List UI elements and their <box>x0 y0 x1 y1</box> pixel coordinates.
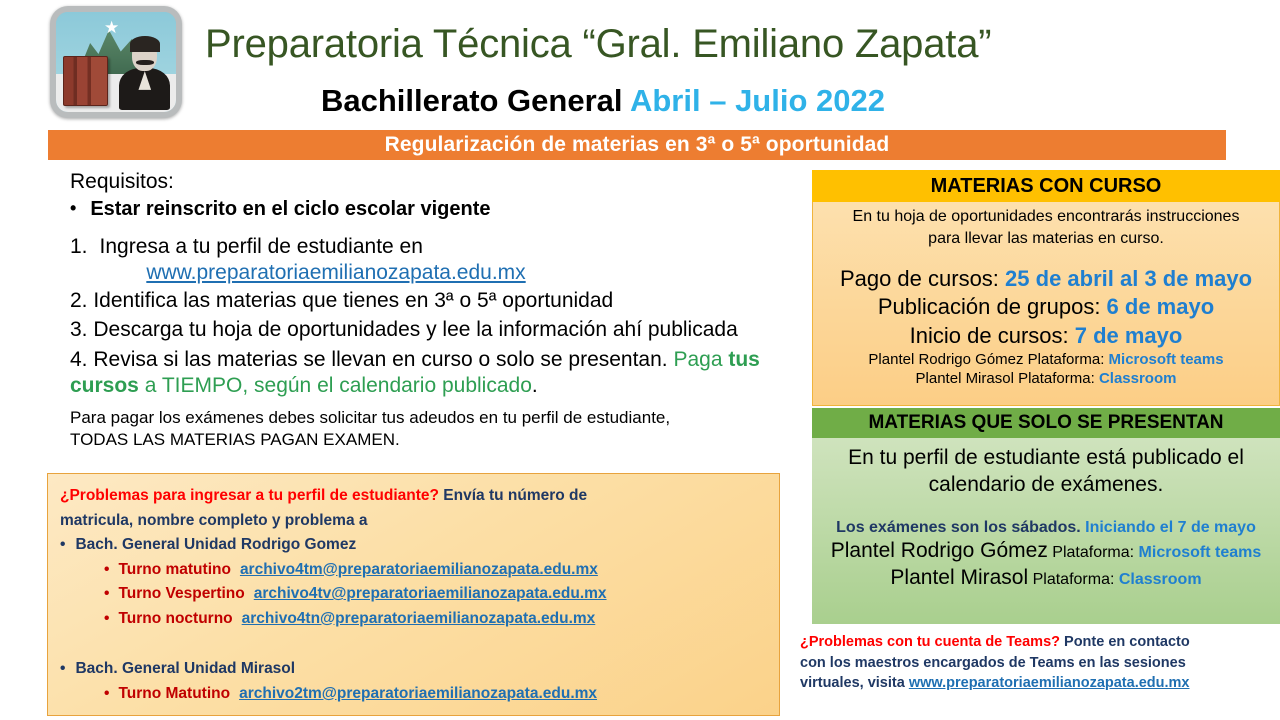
bullet-icon: • <box>104 609 110 627</box>
exams-panel-header: MATERIAS QUE SOLO SE PRESENTAN <box>812 408 1280 438</box>
teams-help-note <box>800 632 1270 694</box>
platform-label: Plantel Mirasol Plataforma: <box>915 370 1099 388</box>
bullet-icon: • <box>60 660 66 678</box>
platform-value: Classroom <box>1118 570 1202 588</box>
bullet-icon: • <box>104 585 110 603</box>
courses-panel <box>812 170 1280 406</box>
school-website-link[interactable]: www.preparatoriaemilianozapata.edu.mx <box>908 675 1190 692</box>
zapata-portrait-icon <box>118 38 171 110</box>
step-4-text: 4. Revisa si las materias se llevan en curso o solo se presentan. <box>70 347 674 371</box>
bullet-icon: • <box>104 560 110 578</box>
books-icon <box>63 56 108 106</box>
subtitle-program: Bachillerato General <box>321 83 623 118</box>
student-portal-link[interactable]: www.preparatoriaemilianozapata.edu.mx <box>146 261 526 284</box>
campus-name: Plantel Rodrigo Gómez <box>830 538 1048 562</box>
shift-contact-row <box>104 582 767 606</box>
step-2: 2. Identifica las materias que tienes en 3ª o 5ª oportunidad <box>70 289 614 312</box>
platform-row <box>820 537 1272 564</box>
subtitle-period: Abril – Julio 2022 <box>629 83 885 118</box>
courses-dates <box>819 265 1273 388</box>
shift-email-link[interactable]: archivo4tn@preparatoriaemilianozapata.edu.mx <box>241 609 596 627</box>
date-row <box>819 293 1273 321</box>
date-value: 7 de mayo <box>1074 322 1183 348</box>
step-3: 3. Descarga tu hoja de oportunidades y lee la información ahí publicada <box>70 318 738 342</box>
portal-help-question-red: ¿Problemas para ingresar a tu perfil de estudiante? <box>60 487 439 504</box>
date-label: Publicación de grupos: <box>877 294 1107 320</box>
portal-help-box <box>47 473 780 716</box>
teams-help-line-2: con los maestros encargados de Teams en las sesiones <box>800 654 1186 671</box>
step-1-text: Ingresa a tu perfil de estudiante en <box>99 235 423 258</box>
exam-payment-note <box>70 407 792 451</box>
shift-label: Turno nocturno <box>118 609 233 627</box>
portrait-moustache <box>136 60 154 66</box>
courses-intro-line-1: En tu hoja de oportunidades encontrarás instrucciones <box>852 208 1240 225</box>
shift-contact-row <box>104 607 767 631</box>
step-1 <box>70 235 792 259</box>
step-4-highlight-2: a TIEMPO, según el calendario publicado <box>138 373 532 397</box>
platform-row <box>819 350 1273 370</box>
shift-email-link[interactable]: archivo2tm@preparatoriaemilianozapata.edu.mx <box>239 684 598 702</box>
teams-help-line-3 <box>800 673 1270 694</box>
platform-row <box>819 369 1273 389</box>
platform-label: Plataforma: <box>1047 543 1139 561</box>
teams-help-line-1 <box>800 632 1270 653</box>
exams-schedule-note <box>820 519 1272 537</box>
date-label: Inicio de cursos: <box>909 322 1075 348</box>
campus-group-mirasol <box>60 657 767 681</box>
section-banner: Regularización de materias en 3ª o 5ª oportunidad <box>48 130 1226 160</box>
step-4-highlight-bold: tus cursos <box>70 347 760 397</box>
date-row <box>819 322 1273 350</box>
exam-payment-note-line-1: Para pagar los exámenes debes solicitar tus adeudos en tu perfil de estudiante, <box>70 408 671 427</box>
step-4-period: . <box>531 373 538 397</box>
date-row <box>819 265 1273 293</box>
platform-value: Microsoft teams <box>1138 543 1262 561</box>
teams-help-rest: Ponte en contacto <box>1060 634 1190 650</box>
portal-help-line-2: matricula, nombre completo y problema a <box>60 511 368 529</box>
shift-label: Turno Matutino <box>118 684 231 702</box>
page-title: Preparatoria Técnica “Gral. Emiliano Zapata” <box>205 22 992 66</box>
step-1-number: 1. <box>70 235 88 258</box>
bullet-icon: • <box>104 684 110 702</box>
date-label: Pago de cursos: <box>839 266 1006 292</box>
campus-name: Plantel Mirasol <box>890 565 1029 589</box>
teams-help-visit-label: virtuales, visita <box>800 675 909 692</box>
courses-panel-header: MATERIAS CON CURSO <box>812 170 1280 202</box>
date-value: 6 de mayo <box>1106 294 1215 320</box>
shift-label: Turno Vespertino <box>118 585 245 603</box>
exams-panel <box>812 438 1280 624</box>
spacer <box>60 630 767 656</box>
courses-panel-body <box>813 202 1279 389</box>
page-subtitle <box>321 83 885 119</box>
requirements-column <box>70 170 792 451</box>
shift-contact-row <box>104 682 767 706</box>
school-crest-logo <box>50 6 182 118</box>
portal-help-question <box>60 484 767 508</box>
portal-help-question-rest: Envía tu número de <box>439 487 588 504</box>
portrait-hair <box>130 36 160 52</box>
platform-value: Classroom <box>1098 370 1177 388</box>
step-4 <box>70 347 792 400</box>
exams-intro-line-2: calendario de exámenes. <box>928 473 1164 497</box>
star-icon: ★ <box>104 18 120 37</box>
bullet-icon: • <box>70 198 77 218</box>
exams-schedule-text: Los exámenes son los sábados. <box>836 518 1081 536</box>
requirement-item <box>70 198 792 221</box>
shift-email-link[interactable]: archivo4tm@preparatoriaemilianozapata.edu.mx <box>239 560 598 578</box>
shift-contact-row <box>104 558 767 582</box>
platform-label: Plantel Rodrigo Gómez Plataforma: <box>868 350 1109 368</box>
shift-email-link[interactable]: archivo4tv@preparatoriaemilianozapata.edu.mx <box>253 585 607 603</box>
bullet-icon: • <box>60 536 66 554</box>
step-4-highlight-1: Paga <box>673 347 723 371</box>
exams-intro-line-1: En tu perfil de estudiante está publicado el <box>848 446 1244 469</box>
requirements-label: Requisitos: <box>70 170 174 193</box>
courses-intro-line-2: para llevar las materias en curso. <box>928 229 1164 247</box>
requirement-text: Estar reinscrito en el ciclo escolar vigente <box>90 198 491 220</box>
campus-name: Bach. General Unidad Mirasol <box>75 660 296 678</box>
crest-artwork <box>56 12 176 112</box>
exams-start-date: Iniciando el 7 de mayo <box>1080 518 1256 536</box>
platform-row <box>820 564 1272 591</box>
platform-label: Plataforma: <box>1028 570 1119 588</box>
date-value: 25 de abril al 3 de mayo <box>1005 266 1253 292</box>
campus-group-rodrigo-gomez <box>60 533 767 557</box>
campus-name: Bach. General Unidad Rodrigo Gomez <box>75 536 357 554</box>
platform-value: Microsoft teams <box>1108 350 1224 368</box>
shift-label: Turno matutino <box>118 560 231 578</box>
exam-payment-note-line-2: TODAS LAS MATERIAS PAGAN EXAMEN. <box>70 430 400 450</box>
teams-help-question: ¿Problemas con tu cuenta de Teams? <box>800 634 1060 650</box>
